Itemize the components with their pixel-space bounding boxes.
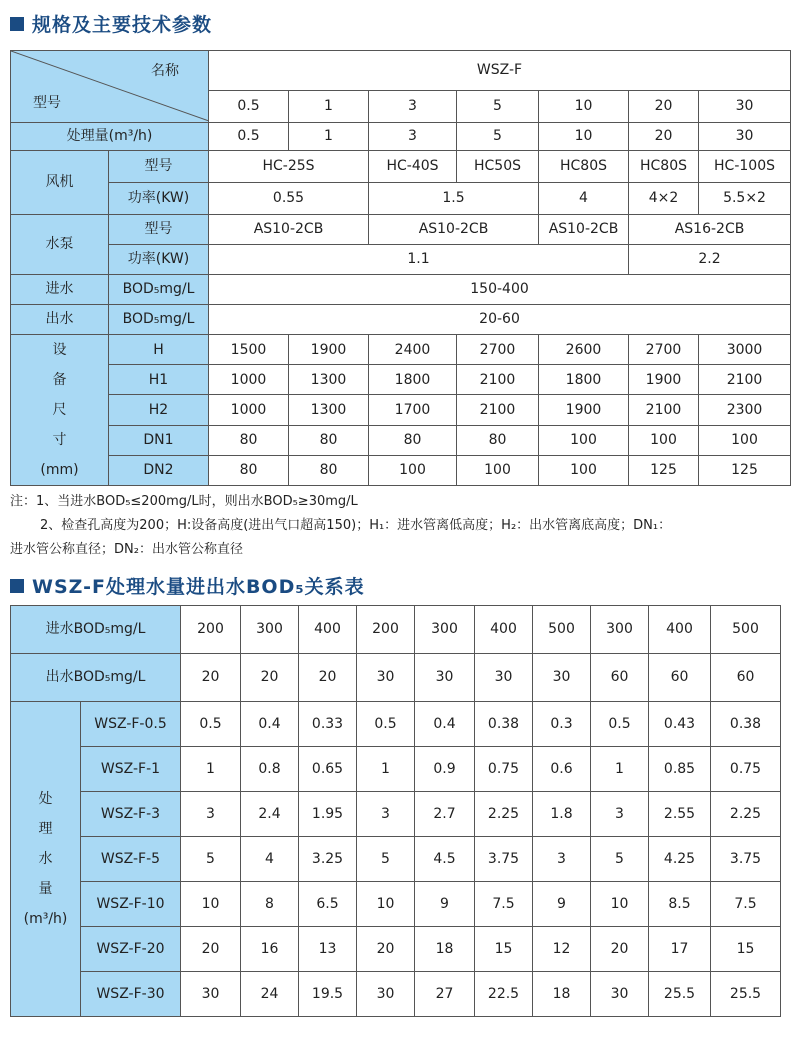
dim-cell: 1800 xyxy=(539,365,629,395)
flow-cell: 3 xyxy=(533,837,591,882)
bod-outlet-cell: 30 xyxy=(357,654,415,702)
dim-row xyxy=(11,455,791,485)
bod-outlet-row xyxy=(11,654,781,702)
dim-cell: 100 xyxy=(629,425,699,455)
pump-type-cell: AS10-2CB xyxy=(209,215,369,245)
outlet-label: 出水 xyxy=(11,305,109,335)
bod-flow-row xyxy=(11,837,781,882)
flow-cell: 3 xyxy=(181,792,241,837)
flow-cell: 30 xyxy=(357,972,415,1017)
flow-cell: 0.5 xyxy=(181,702,241,747)
bod-inlet-cell: 400 xyxy=(475,606,533,654)
bod-flow-row xyxy=(11,747,781,792)
flow-cell: 17 xyxy=(649,927,711,972)
flow-label-char: (m³/h) xyxy=(23,911,68,927)
dims-label-char: 寸 xyxy=(52,432,67,448)
flow-cell: 2.25 xyxy=(711,792,781,837)
dim-row xyxy=(11,335,791,365)
fan-type-cell: HC80S xyxy=(629,151,699,183)
flow-cell: 2.25 xyxy=(475,792,533,837)
flow-cell: 5 xyxy=(591,837,649,882)
dim-name: H2 xyxy=(109,395,209,425)
flow-cell: 10 xyxy=(181,882,241,927)
flow-cell: 22.5 xyxy=(475,972,533,1017)
pump-type-cell: AS10-2CB xyxy=(539,215,629,245)
flow-cell: 0.5 xyxy=(357,702,415,747)
dim-name: DN1 xyxy=(109,425,209,455)
bod-inlet-cell: 500 xyxy=(711,606,781,654)
dim-cell: 100 xyxy=(369,455,457,485)
flow-cell: 9 xyxy=(415,882,475,927)
bod-outlet-cell: 60 xyxy=(711,654,781,702)
bod-inlet-row xyxy=(11,606,781,654)
fan-type-cell: HC-25S xyxy=(209,151,369,183)
flow-cell: 5 xyxy=(181,837,241,882)
fan-power-row xyxy=(11,183,791,215)
fan-type-cell: HC50S xyxy=(457,151,539,183)
flow-cell: 0.33 xyxy=(299,702,357,747)
note-line-1: 注：1、当进水BOD₅≤200mg/L时，则出水BOD₅≥30mg/L xyxy=(10,494,358,509)
flow-cell: 0.75 xyxy=(475,747,533,792)
series-name: WSZ-F xyxy=(209,51,791,91)
section2-title: WSZ-F处理水量进出水BOD₅关系表 xyxy=(32,576,365,598)
dim-cell: 80 xyxy=(209,455,289,485)
flow-label-char: 处 xyxy=(38,791,53,807)
flow-cell: 30 xyxy=(591,972,649,1017)
pump-type-label: 型号 xyxy=(109,215,209,245)
flow-cell: 0.9 xyxy=(415,747,475,792)
heading-square-icon xyxy=(10,579,24,593)
spec-table xyxy=(10,50,791,486)
fan-type-cell: HC-40S xyxy=(369,151,457,183)
flow-cell: 19.5 xyxy=(299,972,357,1017)
model-label: 型号 xyxy=(33,95,61,111)
bod-outlet-cell: 30 xyxy=(415,654,475,702)
dim-cell: 3000 xyxy=(699,335,791,365)
dim-cell: 100 xyxy=(457,455,539,485)
flow-cell: 4.25 xyxy=(649,837,711,882)
capacity-row xyxy=(11,123,791,151)
dim-cell: 1000 xyxy=(209,365,289,395)
dims-label-char: 尺 xyxy=(52,402,67,418)
flow-cell: 15 xyxy=(475,927,533,972)
dims-label xyxy=(11,335,109,486)
bod-flow-row xyxy=(11,702,781,747)
flow-cell: 9 xyxy=(533,882,591,927)
pump-power-cell: 2.2 xyxy=(629,245,791,275)
flow-cell: 12 xyxy=(533,927,591,972)
bod-outlet-cell: 30 xyxy=(533,654,591,702)
dim-cell: 1300 xyxy=(289,395,369,425)
fan-power-cell: 1.5 xyxy=(369,183,539,215)
flow-cell: 8.5 xyxy=(649,882,711,927)
bod-outlet-label: 出水BOD₅mg/L xyxy=(11,654,181,702)
heading-square-icon xyxy=(10,17,24,31)
dim-cell: 1900 xyxy=(629,365,699,395)
fan-type-row xyxy=(11,151,791,183)
dim-cell: 2100 xyxy=(699,365,791,395)
dim-cell: 100 xyxy=(699,425,791,455)
flow-cell: 7.5 xyxy=(711,882,781,927)
dim-row xyxy=(11,365,791,395)
bod-outlet-cell: 20 xyxy=(299,654,357,702)
flow-cell: 24 xyxy=(241,972,299,1017)
flow-cell: 6.5 xyxy=(299,882,357,927)
dim-name: H1 xyxy=(109,365,209,395)
flow-cell: 0.5 xyxy=(591,702,649,747)
dim-name: DN2 xyxy=(109,455,209,485)
dim-cell: 1800 xyxy=(369,365,457,395)
bod-outlet-cell: 60 xyxy=(649,654,711,702)
dim-cell: 1700 xyxy=(369,395,457,425)
dim-cell: 2600 xyxy=(539,335,629,365)
capacity-cell: 10 xyxy=(539,123,629,151)
bod-inlet-cell: 200 xyxy=(357,606,415,654)
flow-model: WSZ-F-30 xyxy=(81,972,181,1017)
flow-model: WSZ-F-0.5 xyxy=(81,702,181,747)
dim-cell: 1300 xyxy=(289,365,369,395)
fan-power-cell: 0.55 xyxy=(209,183,369,215)
flow-cell: 18 xyxy=(415,927,475,972)
fan-power-cell: 4×2 xyxy=(629,183,699,215)
flow-cell: 0.4 xyxy=(415,702,475,747)
flow-cell: 20 xyxy=(591,927,649,972)
bod-inlet-cell: 200 xyxy=(181,606,241,654)
flow-cell: 0.6 xyxy=(533,747,591,792)
bod-flow-row xyxy=(11,927,781,972)
dim-cell: 80 xyxy=(289,455,369,485)
flow-cell: 4.5 xyxy=(415,837,475,882)
header-diagonal-cell xyxy=(11,51,209,123)
inlet-row xyxy=(11,275,791,305)
dim-cell: 2700 xyxy=(457,335,539,365)
fan-label: 风机 xyxy=(11,151,109,215)
note-line-2: 2、检查孔高度为200；H:设备高度(进出气口超高150)；H₁：进水管离低高度；H₂：出水管离底高度；DN₁： xyxy=(40,518,672,533)
flow-cell: 0.8 xyxy=(241,747,299,792)
capacity-cell: 0.5 xyxy=(209,123,289,151)
fan-type-cell: HC80S xyxy=(539,151,629,183)
bod-outlet-cell: 20 xyxy=(241,654,299,702)
flow-label-char: 水 xyxy=(38,851,53,867)
bod-flow-row xyxy=(11,882,781,927)
flow-cell: 16 xyxy=(241,927,299,972)
flow-cell: 3 xyxy=(591,792,649,837)
bod-table xyxy=(10,605,781,1017)
pump-power-row xyxy=(11,245,791,275)
bod-outlet-cell: 20 xyxy=(181,654,241,702)
fan-type-cell: HC-100S xyxy=(699,151,791,183)
dim-cell: 2100 xyxy=(457,395,539,425)
dim-cell: 2100 xyxy=(629,395,699,425)
capacity-label: 处理量(m³/h) xyxy=(11,123,209,151)
flow-cell: 27 xyxy=(415,972,475,1017)
dim-cell: 1900 xyxy=(539,395,629,425)
pump-label: 水泵 xyxy=(11,215,109,275)
dims-label-char: (mm) xyxy=(40,462,79,478)
bod-outlet-cell: 30 xyxy=(475,654,533,702)
dim-cell: 1900 xyxy=(289,335,369,365)
model-cell: 30 xyxy=(699,91,791,123)
dim-cell: 2400 xyxy=(369,335,457,365)
outlet-bod-label: BOD₅mg/L xyxy=(109,305,209,335)
fan-type-label: 型号 xyxy=(109,151,209,183)
flow-model: WSZ-F-10 xyxy=(81,882,181,927)
flow-cell: 20 xyxy=(357,927,415,972)
bod-inlet-cell: 300 xyxy=(241,606,299,654)
flow-cell: 1 xyxy=(591,747,649,792)
capacity-cell: 5 xyxy=(457,123,539,151)
dim-row xyxy=(11,395,791,425)
flow-label-char: 理 xyxy=(38,821,53,837)
flow-cell: 25.5 xyxy=(711,972,781,1017)
note-line-3: 进水管公称直径；DN₂：出水管公称直径 xyxy=(10,542,243,557)
model-cell: 1 xyxy=(289,91,369,123)
dim-cell: 80 xyxy=(369,425,457,455)
flow-cell: 3.75 xyxy=(475,837,533,882)
bod-outlet-cell: 60 xyxy=(591,654,649,702)
notes xyxy=(10,490,671,562)
capacity-cell: 1 xyxy=(289,123,369,151)
flow-cell: 10 xyxy=(591,882,649,927)
bod-inlet-cell: 400 xyxy=(299,606,357,654)
bod-inlet-cell: 300 xyxy=(591,606,649,654)
outlet-row xyxy=(11,305,791,335)
pump-power-label: 功率(KW) xyxy=(109,245,209,275)
inlet-label: 进水 xyxy=(11,275,109,305)
flow-cell: 0.43 xyxy=(649,702,711,747)
capacity-cell: 3 xyxy=(369,123,457,151)
model-cell: 10 xyxy=(539,91,629,123)
flow-model: WSZ-F-3 xyxy=(81,792,181,837)
flow-cell: 1 xyxy=(357,747,415,792)
bod-inlet-cell: 300 xyxy=(415,606,475,654)
flow-cell: 1 xyxy=(181,747,241,792)
bod-inlet-cell: 400 xyxy=(649,606,711,654)
flow-cell: 3.75 xyxy=(711,837,781,882)
section2-heading xyxy=(10,572,365,599)
flow-cell: 1.8 xyxy=(533,792,591,837)
dim-cell: 80 xyxy=(209,425,289,455)
flow-cell: 0.38 xyxy=(711,702,781,747)
flow-cell: 10 xyxy=(357,882,415,927)
dim-cell: 1000 xyxy=(209,395,289,425)
section1-heading xyxy=(10,10,212,37)
flow-cell: 20 xyxy=(181,927,241,972)
dim-row xyxy=(11,425,791,455)
flow-cell: 1.95 xyxy=(299,792,357,837)
flow-cell: 2.7 xyxy=(415,792,475,837)
pump-type-cell: AS10-2CB xyxy=(369,215,539,245)
flow-cell: 3 xyxy=(357,792,415,837)
flow-cell: 18 xyxy=(533,972,591,1017)
model-cell: 20 xyxy=(629,91,699,123)
model-cell: 5 xyxy=(457,91,539,123)
flow-cell: 8 xyxy=(241,882,299,927)
bod-flow-row xyxy=(11,972,781,1017)
bod-inlet-label: 进水BOD₅mg/L xyxy=(11,606,181,654)
dim-cell: 80 xyxy=(457,425,539,455)
name-label: 名称 xyxy=(151,63,179,79)
inlet-bod-value: 150-400 xyxy=(209,275,791,305)
dim-cell: 1500 xyxy=(209,335,289,365)
outlet-bod-value: 20-60 xyxy=(209,305,791,335)
dim-cell: 2700 xyxy=(629,335,699,365)
flow-cell: 2.55 xyxy=(649,792,711,837)
dim-cell: 100 xyxy=(539,455,629,485)
flow-cell: 25.5 xyxy=(649,972,711,1017)
dim-cell: 2100 xyxy=(457,365,539,395)
flow-cell: 7.5 xyxy=(475,882,533,927)
dim-name: H xyxy=(109,335,209,365)
dim-cell: 2300 xyxy=(699,395,791,425)
capacity-cell: 20 xyxy=(629,123,699,151)
section1-title: 规格及主要技术参数 xyxy=(32,14,213,36)
flow-cell: 0.65 xyxy=(299,747,357,792)
fan-power-cell: 5.5×2 xyxy=(699,183,791,215)
dim-cell: 100 xyxy=(539,425,629,455)
fan-power-cell: 4 xyxy=(539,183,629,215)
model-cell: 3 xyxy=(369,91,457,123)
pump-type-row xyxy=(11,215,791,245)
model-cell: 0.5 xyxy=(209,91,289,123)
bod-flow-row xyxy=(11,792,781,837)
flow-side-label xyxy=(11,702,81,1017)
flow-model: WSZ-F-1 xyxy=(81,747,181,792)
flow-cell: 0.4 xyxy=(241,702,299,747)
pump-type-cell: AS16-2CB xyxy=(629,215,791,245)
flow-cell: 3.25 xyxy=(299,837,357,882)
flow-cell: 2.4 xyxy=(241,792,299,837)
dims-label-char: 备 xyxy=(52,372,67,388)
flow-model: WSZ-F-20 xyxy=(81,927,181,972)
dims-label-char: 设 xyxy=(52,342,67,358)
flow-cell: 0.3 xyxy=(533,702,591,747)
flow-label-char: 量 xyxy=(38,881,53,897)
dim-cell: 125 xyxy=(629,455,699,485)
flow-cell: 30 xyxy=(181,972,241,1017)
bod-inlet-cell: 500 xyxy=(533,606,591,654)
pump-power-cell: 1.1 xyxy=(209,245,629,275)
dim-cell: 125 xyxy=(699,455,791,485)
flow-cell: 4 xyxy=(241,837,299,882)
dim-cell: 80 xyxy=(289,425,369,455)
flow-cell: 0.38 xyxy=(475,702,533,747)
flow-model: WSZ-F-5 xyxy=(81,837,181,882)
capacity-cell: 30 xyxy=(699,123,791,151)
flow-cell: 5 xyxy=(357,837,415,882)
inlet-bod-label: BOD₅mg/L xyxy=(109,275,209,305)
flow-cell: 15 xyxy=(711,927,781,972)
fan-power-label: 功率(KW) xyxy=(109,183,209,215)
flow-cell: 0.75 xyxy=(711,747,781,792)
flow-cell: 13 xyxy=(299,927,357,972)
flow-cell: 0.85 xyxy=(649,747,711,792)
